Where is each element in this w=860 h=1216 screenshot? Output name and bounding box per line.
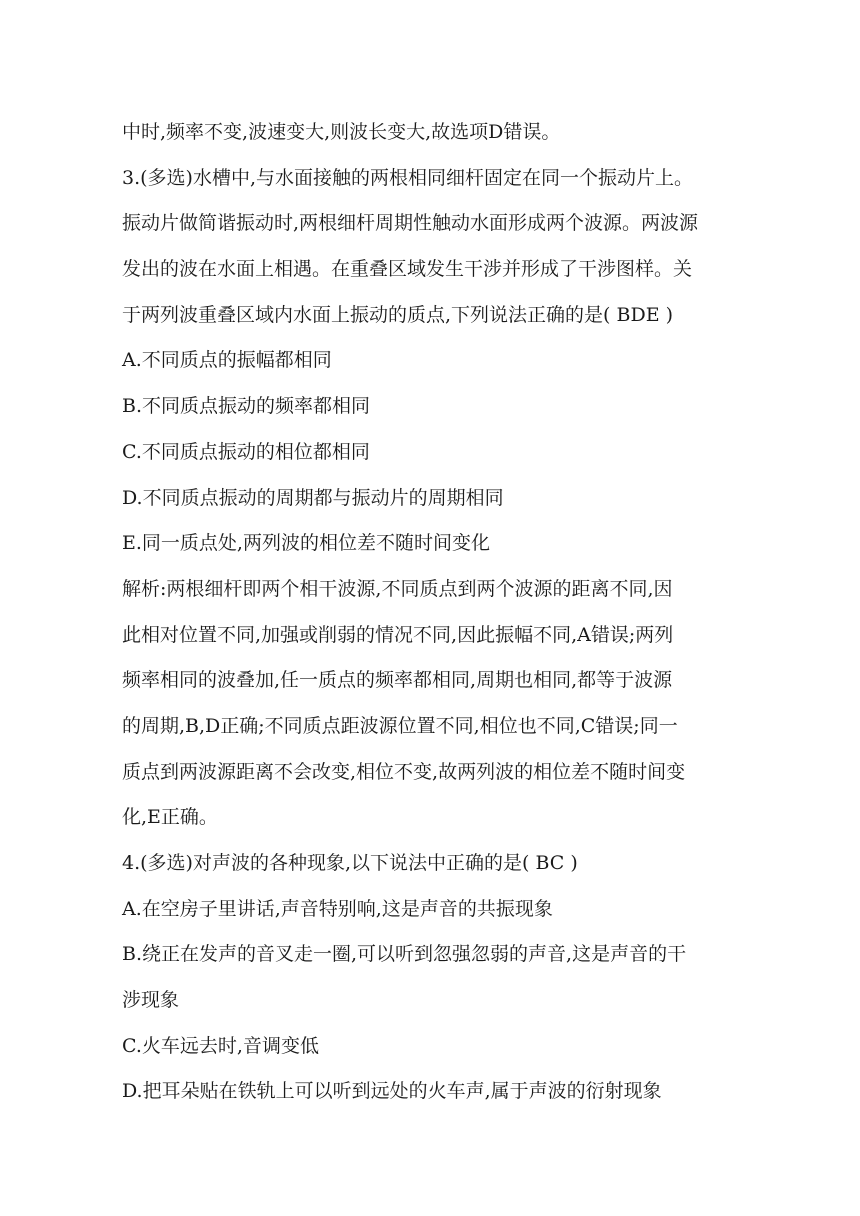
text-line: 中时,频率不变,波速变大,则波长变大,故选项D错误。 [122, 121, 561, 143]
option-e: E.同一质点处,两列波的相位差不随时间变化 [122, 532, 490, 555]
text-line: 发出的波在水面上相遇。在重叠区域发生干涉并形成了干涉图样。关 [122, 258, 693, 281]
option-d: D.不同质点振动的周期都与振动片的周期相同 [122, 486, 504, 509]
option-c: C.火车远去时,音调变低 [122, 1034, 319, 1057]
document-body [122, 110, 742, 1115]
question-4-stem: 4.(多选)对声波的各种现象,以下说法中正确的是( BC ) [122, 852, 578, 874]
option-a: A.不同质点的振幅都相同 [122, 349, 332, 372]
analysis-line: 此相对位置不同,加强或削弱的情况不同,因此振幅不同,A错误;两列 [122, 623, 674, 646]
option-b-continued: 涉现象 [122, 989, 180, 1012]
option-b: B.绕正在发声的音叉走一圈,可以听到忽强忽弱的声音,这是声音的干 [122, 943, 687, 966]
text-line: 振动片做简谐振动时,两根细杆周期性触动水面形成两个波源。两波源 [122, 212, 699, 235]
analysis-line: 解析:两根细杆即两个相干波源,不同质点到两个波源的距离不同,因 [122, 577, 673, 600]
question-3-stem: 3.(多选)水槽中,与水面接触的两根相同细杆固定在同一个振动片上。 [122, 166, 693, 189]
option-c: C.不同质点振动的相位都相同 [122, 440, 370, 463]
analysis-line: 化,E正确。 [122, 806, 218, 829]
analysis-line: 频率相同的波叠加,任一质点的频率都相同,周期也相同,都等于波源 [122, 669, 673, 692]
option-b: B.不同质点振动的频率都相同 [122, 395, 371, 418]
option-a: A.在空房子里讲话,声音特别响,这是声音的共振现象 [122, 897, 553, 920]
analysis-line: 质点到两波源距离不会改变,相位不变,故两列波的相位差不随时间变 [122, 760, 686, 783]
option-d: D.把耳朵贴在铁轨上可以听到远处的火车声,属于声波的衍射现象 [122, 1080, 662, 1103]
analysis-line: 的周期,B,D正确;不同质点距波源位置不同,相位也不同,C错误;同一 [122, 714, 678, 737]
text-line: 于两列波重叠区域内水面上振动的质点,下列说法正确的是( BDE ) [122, 303, 674, 326]
